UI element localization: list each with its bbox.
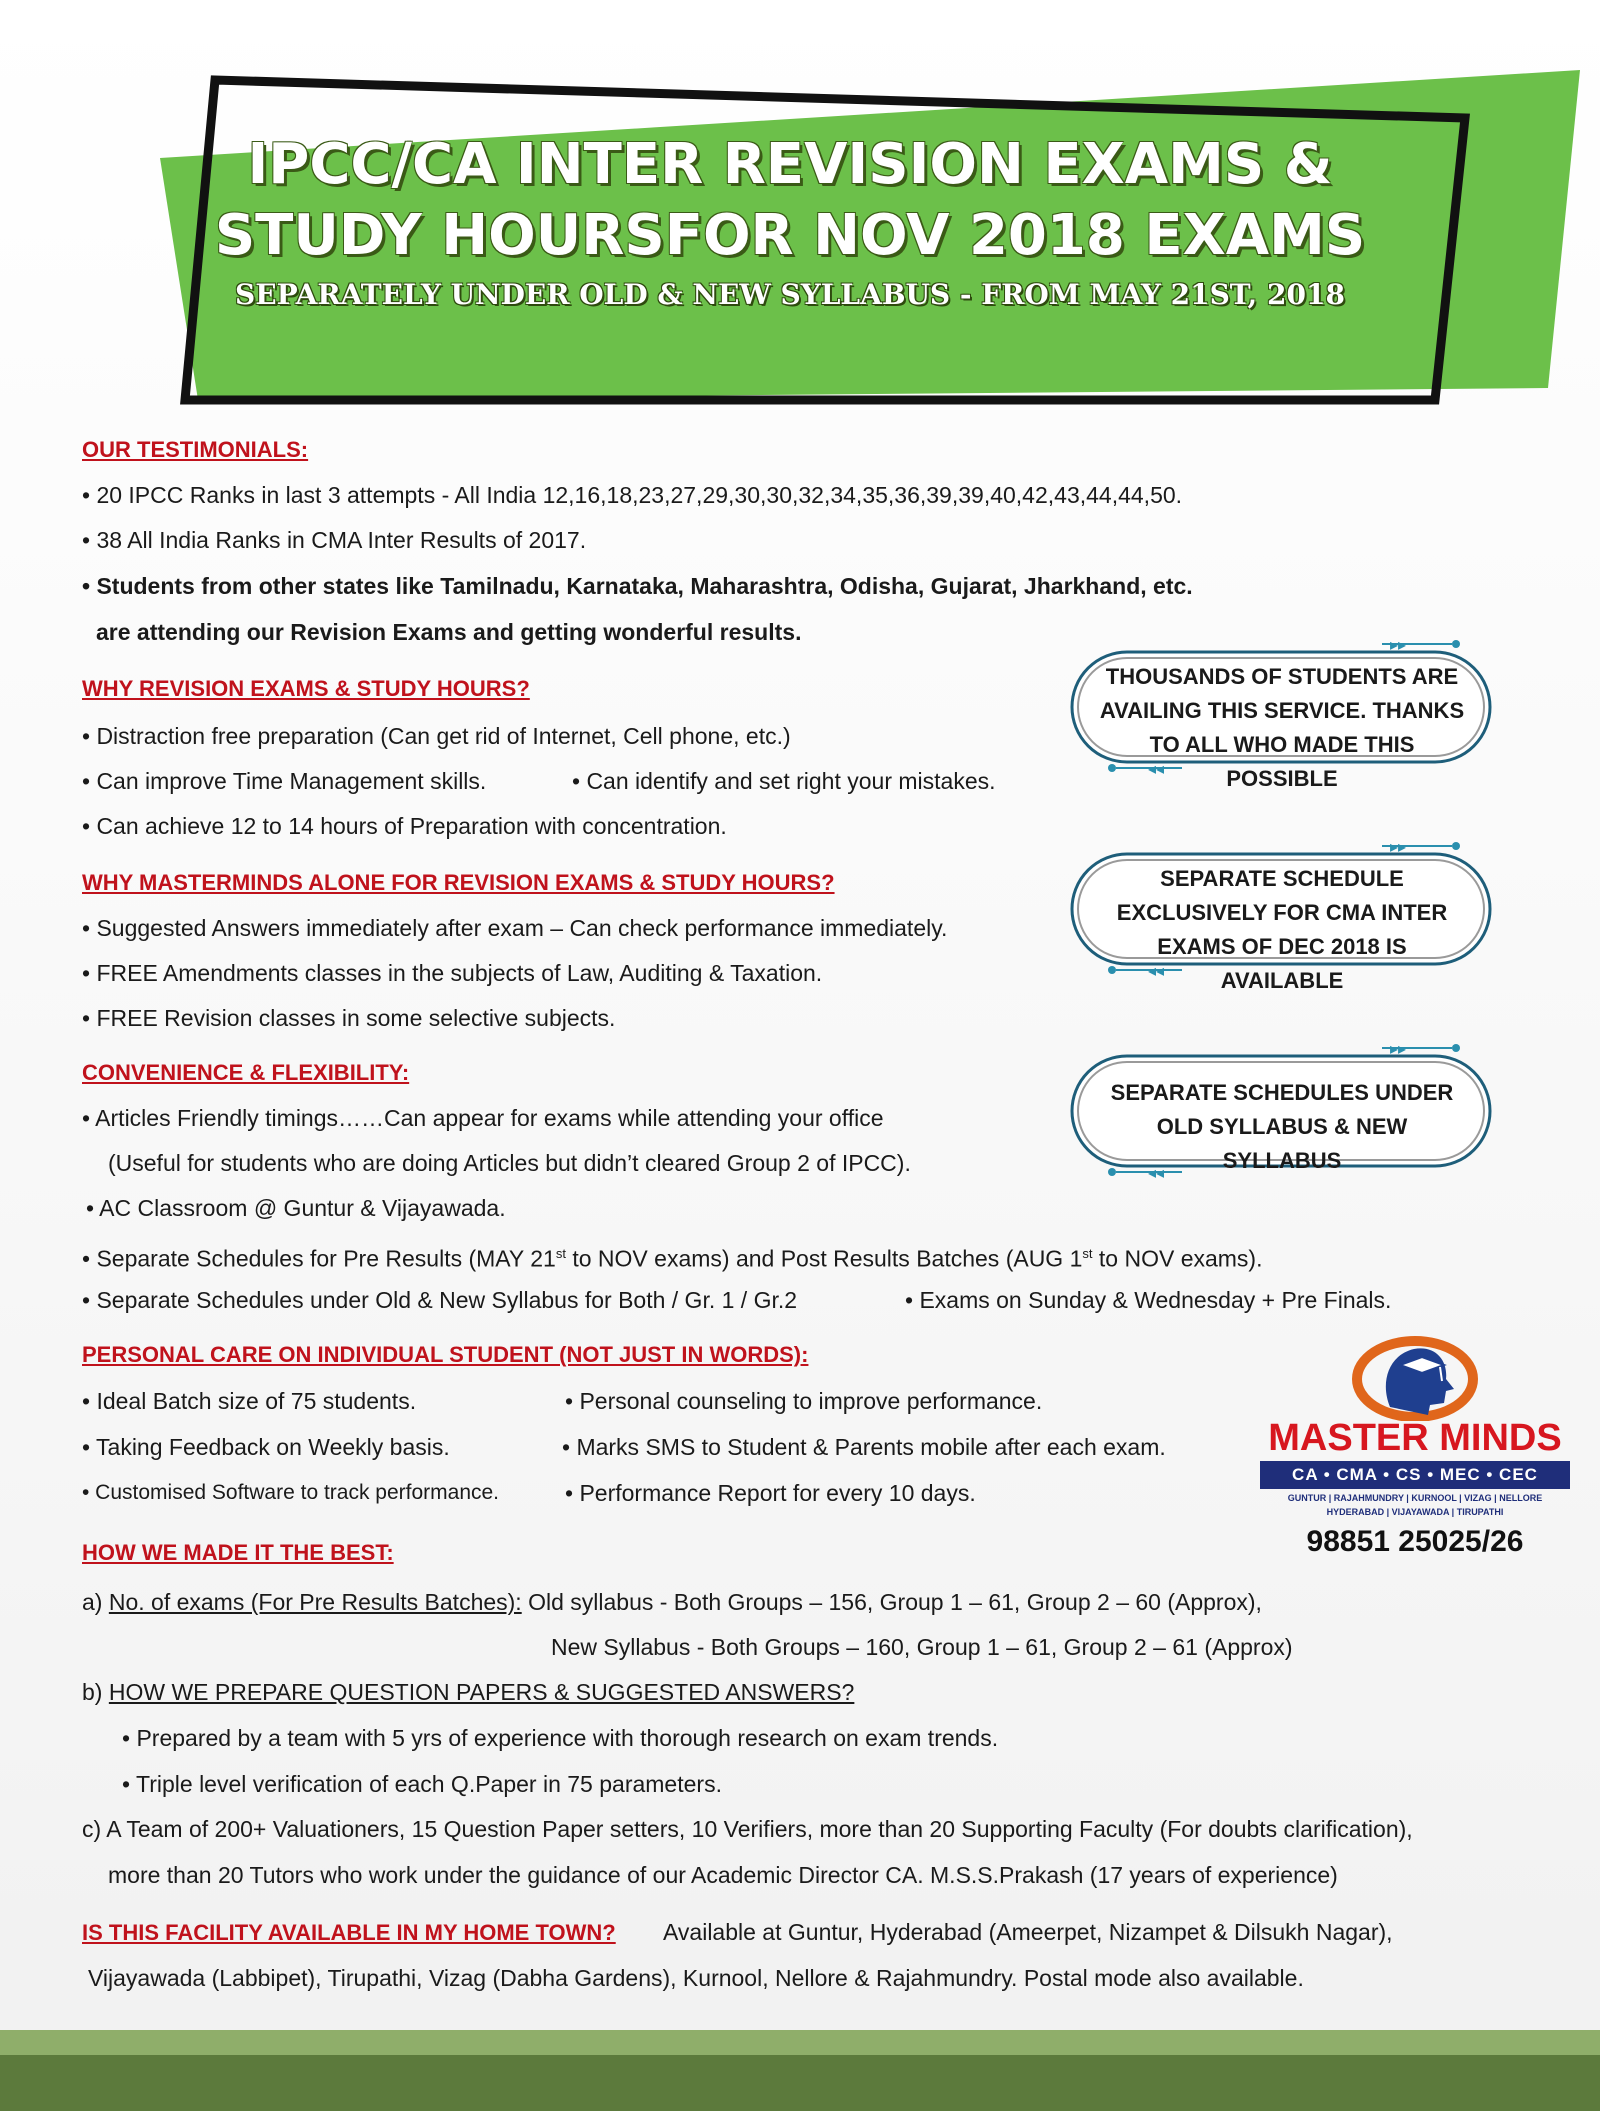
how-best-b-prefix: b) xyxy=(82,1679,109,1705)
home-town-line2: Vijayawada (Labbipet), Tirupathi, Vizag (Dabha Gardens), Kurnool, Nellore & Rajahmundry. Postal mode also available. xyxy=(88,1965,1304,1991)
svg-text:▸▸: ▸▸ xyxy=(1390,636,1407,654)
how-best-b-item: • Prepared by a team with 5 yrs of experience with thorough research on exam trends. xyxy=(122,1725,999,1751)
callout-line: TO ALL WHO MADE THIS POSSIBLE xyxy=(1149,732,1415,791)
footer-band-dark xyxy=(0,2055,1600,2111)
callout-cma-schedule xyxy=(1052,838,1512,993)
callout-syllabus-schedules xyxy=(1052,1040,1512,1180)
why-revision-item: • Can achieve 12 to 14 hours of Preparation with concentration. xyxy=(82,813,727,839)
how-best-b-label: HOW WE PREPARE QUESTION PAPERS & SUGGESTED ANSWERS? xyxy=(108,1679,855,1705)
convenience-item: • Articles Friendly timings……Can appear for exams while attending your office xyxy=(82,1105,884,1131)
schedule-line xyxy=(82,1240,1262,1273)
svg-text:◂◂: ◂◂ xyxy=(1148,1163,1165,1180)
logo-emblem-icon xyxy=(1350,1335,1480,1421)
logo-cities-line2: HYDERABAD | VIJAYAWADA | TIRUPATHI xyxy=(1326,1507,1504,1517)
header-title-line1: IPCC/CA INTER REVISION EXAMS & xyxy=(247,132,1333,197)
schedule-text-c: to NOV exams). xyxy=(1092,1245,1263,1272)
logo-cities-line1: GUNTUR | RAJAHMUNDRY | KURNOOL | VIZAG | NELLORE xyxy=(1287,1493,1543,1503)
home-town-heading: IS THIS FACILITY AVAILABLE IN MY HOME TOWN? xyxy=(82,1920,616,1945)
how-best-heading: HOW WE MADE IT THE BEST: xyxy=(82,1540,394,1565)
why-masterminds-item: • FREE Amendments classes in the subjects of Law, Auditing & Taxation. xyxy=(82,960,823,986)
schedule-text-b: to NOV exams) and Post Results Batches (AUG 1 xyxy=(565,1245,1083,1272)
why-masterminds-item: • FREE Revision classes in some selective subjects. xyxy=(82,1005,616,1031)
how-best-a-new: New Syllabus - Both Groups – 160, Group 1 – 61, Group 2 – 61 (Approx) xyxy=(551,1634,1293,1660)
callout-line: EXAMS OF DEC 2018 IS AVAILABLE xyxy=(1157,934,1407,993)
personal-care-left-item: • Customised Software to track performance. xyxy=(82,1481,500,1504)
callout-line: OLD SYLLABUS & NEW SYLLABUS xyxy=(1156,1114,1408,1173)
svg-text:◂◂: ◂◂ xyxy=(1148,759,1165,776)
personal-care-right-item: • Performance Report for every 10 days. xyxy=(565,1480,976,1506)
convenience-heading: CONVENIENCE & FLEXIBILITY: xyxy=(82,1060,410,1085)
testimonial-item: • Students from other states like Tamilnadu, Karnataka, Maharashtra, Odisha, Gujarat, Jharkhand, etc. xyxy=(82,573,1193,599)
how-best-b-item: • Triple level verification of each Q.Paper in 75 parameters. xyxy=(122,1771,722,1797)
callout-line: SEPARATE SCHEDULES UNDER xyxy=(1110,1080,1454,1105)
callout-thousands-students xyxy=(1052,636,1512,791)
syllabus-line: • Separate Schedules under Old & New Syllabus for Both / Gr. 1 / Gr.2 xyxy=(82,1287,798,1313)
svg-text:◂◂: ◂◂ xyxy=(1148,961,1165,978)
testimonial-item: are attending our Revision Exams and getting wonderful results. xyxy=(96,619,802,645)
how-best-a-line xyxy=(82,1588,1262,1616)
testimonial-item: • 20 IPCC Ranks in last 3 attempts - All India 12,16,18,23,27,29,30,30,32,34,35,36,39,39,40,42,43,44,44,50. xyxy=(82,482,1183,508)
why-revision-heading: WHY REVISION EXAMS & STUDY HOURS? xyxy=(82,676,530,701)
schedule-sup-2: st xyxy=(1082,1246,1093,1261)
how-best-a-label: No. of exams (For Pre Results Batches): xyxy=(108,1589,522,1615)
personal-care-left-item: • Taking Feedback on Weekly basis. xyxy=(82,1434,450,1460)
why-revision-item: • Can improve Time Management skills. xyxy=(82,768,487,794)
personal-care-right-item: • Personal counseling to improve performance. xyxy=(565,1388,1043,1414)
how-best-a-old: Old syllabus - Both Groups – 156, Group 1 – 61, Group 2 – 60 (Approx), xyxy=(521,1589,1262,1615)
testimonials-heading: OUR TESTIMONIALS: xyxy=(82,437,309,462)
callout-line: EXCLUSIVELY FOR CMA INTER xyxy=(1116,900,1448,925)
logo-name: MASTER MINDS xyxy=(1268,1417,1562,1459)
callout-line: AVAILING THIS SERVICE. THANKS xyxy=(1099,698,1465,723)
footer-band-light xyxy=(0,2030,1600,2055)
callout-line: SEPARATE SCHEDULE xyxy=(1160,866,1404,891)
how-best-c-line1: c) A Team of 200+ Valuationers, 15 Question Paper setters, 10 Verifiers, more than 20 Supporting Faculty (For doubts clarification), xyxy=(82,1816,1413,1842)
why-masterminds-heading: WHY MASTERMINDS ALONE FOR REVISION EXAMS & STUDY HOURS? xyxy=(82,870,835,895)
how-best-c-line2: more than 20 Tutors who work under the guidance of our Academic Director CA. M.S.S.Prakash (17 years of experience) xyxy=(108,1862,1338,1888)
why-revision-item: • Can identify and set right your mistakes. xyxy=(572,768,996,794)
logo-phone: 98851 25025/26 xyxy=(1306,1525,1524,1558)
svg-text:▸▸: ▸▸ xyxy=(1390,838,1407,856)
testimonial-item: • 38 All India Ranks in CMA Inter Results of 2017. xyxy=(82,527,587,553)
logo-courses: CA • CMA • CS • MEC • CEC xyxy=(1260,1461,1570,1489)
personal-care-heading: PERSONAL CARE ON INDIVIDUAL STUDENT (NOT JUST IN WORDS): xyxy=(82,1342,809,1367)
personal-care-left-item: • Ideal Batch size of 75 students. xyxy=(82,1388,417,1414)
how-best-a-prefix: a) xyxy=(82,1589,109,1615)
callout-line: THOUSANDS OF STUDENTS ARE xyxy=(1105,664,1459,689)
exam-days-line: • Exams on Sunday & Wednesday + Pre Finals. xyxy=(905,1287,1392,1313)
header-subtitle: SEPARATELY UNDER OLD & NEW SYLLABUS - FROM MAY 21ST, 2018 xyxy=(235,278,1345,311)
schedule-sup-1: st xyxy=(555,1246,566,1261)
convenience-item: • AC Classroom @ Guntur & Vijayawada. xyxy=(86,1195,506,1221)
why-revision-item: • Distraction free preparation (Can get rid of Internet, Cell phone, etc.) xyxy=(82,723,791,749)
home-town-line1: Available at Guntur, Hyderabad (Ameerpet, Nizampet & Dilsukh Nagar), xyxy=(663,1919,1393,1945)
convenience-item: (Useful for students who are doing Articles but didn’t cleared Group 2 of IPCC). xyxy=(108,1150,911,1176)
schedule-text-a: • Separate Schedules for Pre Results (MAY 21 xyxy=(82,1245,556,1272)
svg-text:▸▸: ▸▸ xyxy=(1390,1040,1407,1058)
header-banner xyxy=(0,0,1600,440)
how-best-b-line xyxy=(82,1678,854,1706)
header-title-line2: STUDY HOURSFOR NOV 2018 EXAMS xyxy=(214,203,1366,268)
why-masterminds-item: • Suggested Answers immediately after exam – Can check performance immediately. xyxy=(82,915,948,941)
master-minds-logo xyxy=(1255,1335,1575,1565)
personal-care-right-item: • Marks SMS to Student & Parents mobile after each exam. xyxy=(562,1434,1166,1460)
